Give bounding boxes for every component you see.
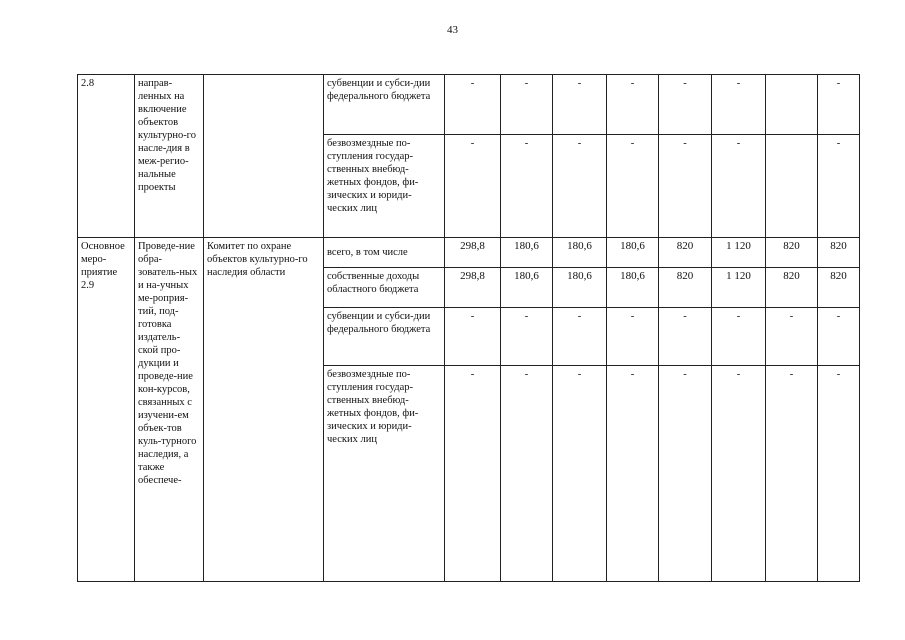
- executor: [204, 75, 324, 238]
- funding-source: субвенции и субси-дии федерального бюджета: [324, 308, 445, 366]
- value-cell: 820: [766, 238, 818, 268]
- value-cell: -: [766, 308, 818, 366]
- value-cell: -: [659, 308, 712, 366]
- activity-name: Проведе-ние обра-зователь-ных и на-учных ме-роприя-тий, под-готовка издатель-ской про-дукции и проведе-ние кон-курсов, связанных с изучени-ем объек-тов куль-турного наследия, а также обеспече-: [135, 238, 204, 582]
- value-cell: 820: [659, 268, 712, 308]
- value-cell: -: [712, 366, 766, 582]
- value-cell: 1 120: [712, 238, 766, 268]
- value-cell: -: [818, 135, 860, 238]
- value-cell: -: [712, 75, 766, 135]
- value-cell: -: [818, 75, 860, 135]
- value-cell: -: [553, 75, 607, 135]
- value-cell: -: [766, 366, 818, 582]
- value-cell: 180,6: [607, 268, 659, 308]
- table-row: [78, 75, 860, 135]
- funding-source: безвозмездные по-ступления государ-ственных внебюд-жетных фондов, фи-зических и юриди-ческих лиц: [324, 366, 445, 582]
- executor: Комитет по охране объектов культурно-го наследия области: [204, 238, 324, 582]
- value-cell: -: [607, 135, 659, 238]
- value-cell: -: [445, 75, 501, 135]
- funding-source: собственные доходы областного бюджета: [324, 268, 445, 308]
- value-cell: 820: [818, 268, 860, 308]
- value-cell: -: [445, 366, 501, 582]
- value-cell: -: [553, 308, 607, 366]
- value-cell: 180,6: [501, 238, 553, 268]
- funding-source: всего, в том числе: [324, 238, 445, 268]
- value-cell: -: [445, 135, 501, 238]
- activity-name: направ-ленных на включение объектов культурно-го насле-дия в меж-регио-нальные проекты: [135, 75, 204, 238]
- value-cell: -: [659, 75, 712, 135]
- value-cell: 820: [659, 238, 712, 268]
- value-cell: 298,8: [445, 268, 501, 308]
- value-cell: 820: [818, 238, 860, 268]
- page-number: 43: [447, 24, 458, 36]
- value-cell: -: [712, 135, 766, 238]
- value-cell: -: [607, 366, 659, 582]
- funding-source: безвозмездные по-ступления государ-ственных внебюд-жетных фондов, фи-зических и юриди-ческих лиц: [324, 135, 445, 238]
- value-cell: -: [712, 308, 766, 366]
- funding-source: субвенции и субси-дии федерального бюджета: [324, 75, 445, 135]
- value-cell: 820: [766, 268, 818, 308]
- value-cell: -: [553, 135, 607, 238]
- value-cell: [766, 75, 818, 135]
- value-cell: -: [607, 308, 659, 366]
- value-cell: -: [501, 308, 553, 366]
- value-cell: -: [659, 366, 712, 582]
- value-cell: -: [659, 135, 712, 238]
- value-cell: -: [501, 366, 553, 582]
- value-cell: -: [607, 75, 659, 135]
- value-cell: 180,6: [501, 268, 553, 308]
- value-cell: -: [818, 366, 860, 582]
- value-cell: 1 120: [712, 268, 766, 308]
- value-cell: -: [445, 308, 501, 366]
- value-cell: -: [501, 135, 553, 238]
- value-cell: 298,8: [445, 238, 501, 268]
- table-row: [78, 238, 860, 268]
- value-cell: [766, 135, 818, 238]
- activity-code: Основное меро-приятие 2.9: [78, 238, 135, 582]
- funding-table: [77, 74, 860, 582]
- value-cell: -: [501, 75, 553, 135]
- value-cell: 180,6: [553, 268, 607, 308]
- value-cell: 180,6: [553, 238, 607, 268]
- value-cell: -: [553, 366, 607, 582]
- activity-code: 2.8: [78, 75, 135, 238]
- value-cell: 180,6: [607, 238, 659, 268]
- value-cell: -: [818, 308, 860, 366]
